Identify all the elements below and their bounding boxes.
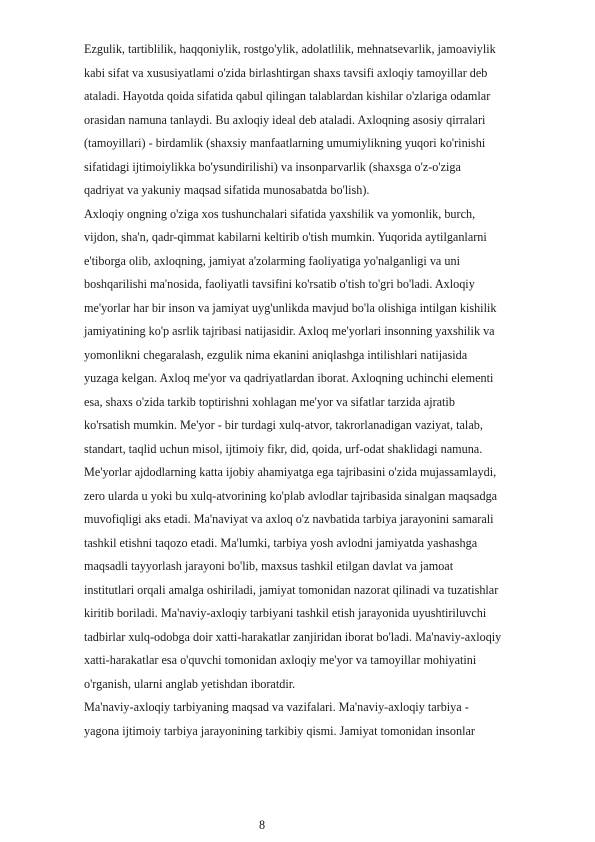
text-line: Me'yorlar ajdodlarning katta ijobiy ahamiyatga ega tajribasini o'zida mujassamlaydi, bbox=[84, 465, 497, 479]
text-line: muvofiqligi aks etadi. Ma'naviyat va axloq o'z navbatida tarbiya jarayonini samarali bbox=[84, 512, 494, 526]
text-line: vijdon, sha'n, qadr-qimmat kabilarni keltirib o'tish mumkin. Yuqorida aytilganlarni bbox=[84, 230, 487, 244]
text-line: institutlari orqali amalga oshiriladi, jamiyat tomonidan nazorat qilinadi va tuzatishlar bbox=[84, 582, 499, 597]
text-line: Ma'naviy-axloqiy tarbiyaning maqsad va vazifalari. Ma'naviy-axloqiy tarbiya - bbox=[84, 700, 469, 714]
text-line: orasidan namuna tanlaydi. Bu axloqiy ideal deb ataladi. Axloqning asosiy qirralari bbox=[84, 112, 486, 127]
paragraph-2 bbox=[84, 203, 574, 697]
paragraph-3 bbox=[84, 696, 574, 743]
text-line: o'rganish, ularni anglab yetishdan iboratdir. bbox=[84, 676, 296, 691]
text-line: jamiyatining ko'p asrlik tajribasi natijasidir. Axloq me'yorlari insonning yaxshilik va bbox=[84, 324, 495, 338]
text-line: kiritib boriladi. Ma'naviy-axloqiy tarbiyani tashkil etish jarayonida uyushtiriluvchi bbox=[84, 606, 487, 620]
text-line: Ezgulik, tartiblilik, haqqoniylik, rostgo'ylik, adolatlilik, mehnatsevarlik, jamoaviylik bbox=[84, 42, 496, 56]
text-line: sifatidagi ijtimoiylikka bo'ysundirilishi) va insonparvarlik (shaxsga o'z-o'ziga bbox=[84, 159, 461, 174]
page-number: 8 bbox=[258, 818, 266, 832]
text-line: qadriyat va yakuniy maqsad sifatida munosabatda bo'lish). bbox=[84, 183, 370, 197]
text-line: zero ularda u yoki bu xulq-atvorining ko'plab avlodlar tajribasida sinalgan maqsadga bbox=[84, 488, 498, 503]
text-line: ko'rsatish mumkin. Me'yor - bir turdagi xulq-atvor, takrorlanadigan vaziyat, talab, bbox=[84, 418, 483, 432]
text-line: tadbirlar xulq-odobga doir xatti-harakatlar zanjiridan iborat bo'ladi. Ma'naviy-axloqiy bbox=[84, 629, 502, 644]
text-line: me'yorlar har bir inson va jamiyat uyg'unlikda mavjud bo'la olishiga intilgan kishilik bbox=[84, 300, 497, 315]
text-line: boshqarilishi ma'nosida, faoliyatli tavsifini ko'rsatib o'tish to'gri bo'ladi. Axloqiy bbox=[84, 277, 475, 291]
body-text bbox=[84, 38, 574, 743]
text-line: Axloqiy ongning o'ziga xos tushunchalari sifatida yaxshilik va yomonlik, burch, bbox=[84, 206, 476, 221]
text-line: tashkil etishni taqozo etadi. Ma'lumki, tarbiya yosh avlodni jamiyatda yashashga bbox=[84, 535, 478, 550]
text-line: yagona ijtimoiy tarbiya jarayonining tarkibiy qismi. Jamiyat tomonidan insonlar bbox=[84, 723, 475, 738]
text-line: standart, taqlid uchun misol, ijtimoiy fikr, did, qoida, urf-odat shaklidagi namuna. bbox=[84, 441, 483, 456]
text-line: esa, shaxs o'zida tarkib toptirishni xohlagan me'yor va sifatlar tarzida ajratib bbox=[84, 394, 455, 409]
paragraph-1 bbox=[84, 38, 574, 203]
text-line: kabi sifat va xususiyatlami o'zida birlashtirgan shaxs tavsifi axloqiy tamoyillar deb bbox=[84, 65, 488, 80]
text-line: ataladi. Hayotda qoida sifatida qabul qilingan talablardan kishilar o'zlariga odamlar bbox=[84, 89, 491, 103]
text-line: e'tiborga olib, axloqning, jamiyat a'zolarming faoliyatiga yo'nalganligi va uni bbox=[84, 253, 460, 268]
text-line: (tamoyillari) - birdamlik (shaxsiy manfaatlarning umumiylikning yuqori ko'rinishi bbox=[84, 136, 486, 150]
text-line: yuzaga kelgan. Axloq me'yor va qadriyatlardan iborat. Axloqning uchinchi elementi bbox=[84, 371, 494, 385]
text-line: maqsadli tayyorlash jarayoni bo'lib, maxsus tashkil etilgan davlat va jamoat bbox=[84, 559, 454, 573]
text-line: yomonlikni chegaralash, ezgulik nima ekanini aniqlashga intilishlari natijasida bbox=[84, 347, 468, 362]
text-line: xatti-harakatlar esa o'quvchi tomonidan axloqiy me'yor va tamoyillar mohiyatini bbox=[84, 653, 477, 667]
